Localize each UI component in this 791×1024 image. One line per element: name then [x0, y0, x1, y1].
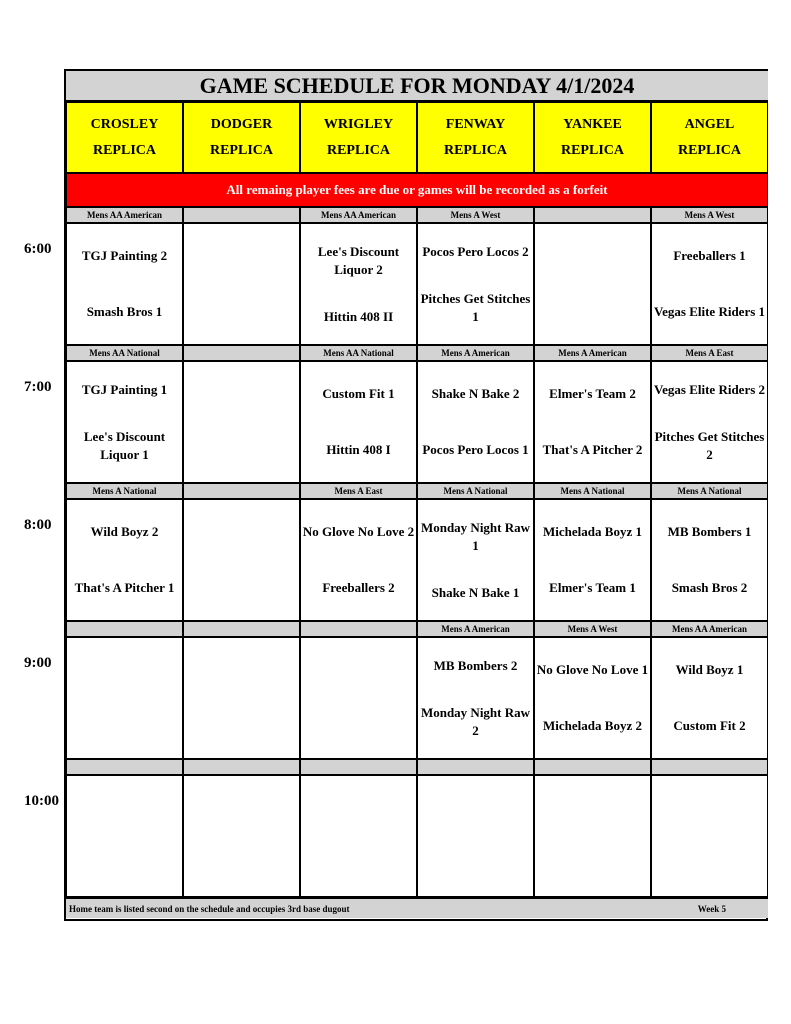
game-cell — [417, 361, 534, 483]
division-label: Mens A National — [534, 483, 651, 499]
away-team: Shake N Bake 2 — [431, 386, 520, 401]
division-label — [300, 759, 417, 775]
division-label — [183, 483, 300, 499]
game-cell — [651, 361, 768, 483]
division-label — [66, 759, 183, 775]
division-label — [300, 621, 417, 637]
away-team: Vegas Elite Riders 2 — [653, 381, 766, 397]
home-team: Michelada Boyz 2 — [543, 718, 642, 733]
footer-bar — [66, 897, 768, 918]
game-cell — [66, 361, 183, 483]
division-label: Mens A West — [417, 207, 534, 223]
field-type: REPLICA — [560, 142, 624, 158]
game-cell — [300, 223, 417, 345]
home-team: Custom Fit 2 — [673, 718, 746, 733]
away-team: Freeballers 1 — [673, 248, 746, 263]
division-label: Mens AA American — [300, 207, 417, 223]
game-cell — [534, 499, 651, 621]
division-label: Mens AA American — [66, 207, 183, 223]
time-slot-label: 8:00 — [24, 517, 52, 533]
division-label: Mens A American — [417, 621, 534, 637]
schedule-table — [64, 69, 768, 921]
game-cell — [183, 361, 300, 483]
away-team: No Glove No Love 1 — [536, 662, 649, 677]
division-label: Mens A National — [651, 483, 768, 499]
game-cell — [300, 637, 417, 759]
field-name: ANGEL — [684, 116, 735, 132]
away-team: Pocos Pero Locos 2 — [422, 243, 529, 259]
home-team: That's A Pitcher 1 — [74, 580, 175, 595]
division-label — [534, 759, 651, 775]
game-cell — [651, 775, 768, 897]
home-team: Elmer's Team 1 — [549, 580, 636, 595]
game-cell — [417, 637, 534, 759]
week-label: Week 5 — [697, 903, 726, 914]
division-label — [183, 759, 300, 775]
game-cell — [66, 775, 183, 897]
division-label: Mens AA National — [66, 345, 183, 361]
division-label — [183, 621, 300, 637]
division-label: Mens A East — [651, 345, 768, 361]
game-cell — [300, 499, 417, 621]
field-header-wrigley — [300, 102, 417, 173]
away-team: MB Bombers 1 — [667, 524, 752, 539]
away-team: Wild Boyz 1 — [675, 662, 744, 677]
home-team: Shake N Bake 1 — [431, 584, 520, 600]
game-cell — [183, 637, 300, 759]
field-name: YANKEE — [563, 116, 622, 132]
game-cell — [300, 361, 417, 483]
division-label — [66, 621, 183, 637]
field-header-angel — [651, 102, 768, 173]
field-type: REPLICA — [326, 142, 390, 158]
away-team: No Glove No Love 2 — [302, 524, 415, 539]
field-header-crosley — [66, 102, 183, 173]
division-label — [183, 345, 300, 361]
game-cell — [534, 775, 651, 897]
field-type: REPLICA — [443, 142, 507, 158]
home-team: Vegas Elite Riders 1 — [653, 304, 766, 319]
home-team: Pocos Pero Locos 1 — [422, 442, 529, 457]
game-cell — [651, 223, 768, 345]
page-title: GAME SCHEDULE FOR MONDAY 4/1/2024 — [66, 71, 768, 102]
away-team: Wild Boyz 2 — [90, 524, 159, 539]
field-name: DODGER — [210, 116, 273, 132]
game-cell — [534, 223, 651, 345]
game-cell — [534, 361, 651, 483]
game-cell — [651, 637, 768, 759]
game-cell — [651, 499, 768, 621]
division-label: Mens A West — [534, 621, 651, 637]
game-cell — [534, 637, 651, 759]
game-cell — [66, 499, 183, 621]
game-cell — [183, 223, 300, 345]
away-team: TGJ Painting 2 — [81, 248, 168, 263]
division-label: Mens A West — [651, 207, 768, 223]
home-team: Pitches Get Stitches 1 — [420, 290, 531, 324]
away-team: Elmer's Team 2 — [549, 386, 636, 401]
home-team: Monday Night Raw 2 — [420, 704, 531, 738]
home-team: Hittin 408 I — [326, 442, 391, 457]
game-cell — [417, 223, 534, 345]
field-type: REPLICA — [677, 142, 741, 158]
forfeit-notice: All remaing player fees are due or games will be recorded as a forfeit — [66, 173, 768, 207]
division-label — [183, 207, 300, 223]
division-label: Mens A American — [534, 345, 651, 361]
field-name: WRIGLEY — [323, 116, 394, 132]
game-cell — [66, 637, 183, 759]
field-header-fenway — [417, 102, 534, 173]
home-team: Lee's Discount Liquor 1 — [83, 428, 166, 462]
home-team: Freeballers 2 — [322, 580, 395, 595]
away-team: TGJ Painting 1 — [81, 381, 168, 397]
game-cell — [183, 499, 300, 621]
away-team: Custom Fit 1 — [322, 386, 395, 401]
time-slot-label: 6:00 — [24, 241, 52, 257]
home-team: That's A Pitcher 2 — [542, 442, 643, 457]
division-label: Mens A East — [300, 483, 417, 499]
division-label — [417, 759, 534, 775]
home-team: Pitches Get Stitches 2 — [654, 428, 765, 462]
away-team: Michelada Boyz 1 — [543, 524, 642, 539]
field-type: REPLICA — [92, 142, 156, 158]
division-label — [651, 759, 768, 775]
division-label: Mens A American — [417, 345, 534, 361]
field-type: REPLICA — [209, 142, 273, 158]
game-cell — [417, 499, 534, 621]
field-name: FENWAY — [445, 116, 506, 132]
division-label — [534, 207, 651, 223]
field-name: CROSLEY — [90, 116, 159, 132]
field-header-dodger — [183, 102, 300, 173]
home-team: Smash Bros 1 — [86, 304, 163, 319]
time-slot-label: 10:00 — [24, 793, 59, 809]
time-slot-label: 7:00 — [24, 379, 52, 395]
home-team-note: Home team is listed second on the schedule and occupies 3rd base dugout — [69, 903, 350, 914]
division-label: Mens A National — [66, 483, 183, 499]
game-cell — [183, 775, 300, 897]
time-slot-label: 9:00 — [24, 655, 52, 671]
game-cell — [300, 775, 417, 897]
game-cell — [417, 775, 534, 897]
game-cell — [66, 223, 183, 345]
away-team: Lee's Discount Liquor 2 — [317, 243, 400, 277]
home-team: Smash Bros 2 — [671, 580, 748, 595]
division-label: Mens AA American — [651, 621, 768, 637]
home-team: Hittin 408 II — [323, 308, 394, 324]
division-label: Mens A National — [417, 483, 534, 499]
away-team: Monday Night Raw 1 — [420, 519, 531, 553]
away-team: MB Bombers 2 — [433, 657, 518, 673]
division-label: Mens AA National — [300, 345, 417, 361]
field-header-yankee — [534, 102, 651, 173]
